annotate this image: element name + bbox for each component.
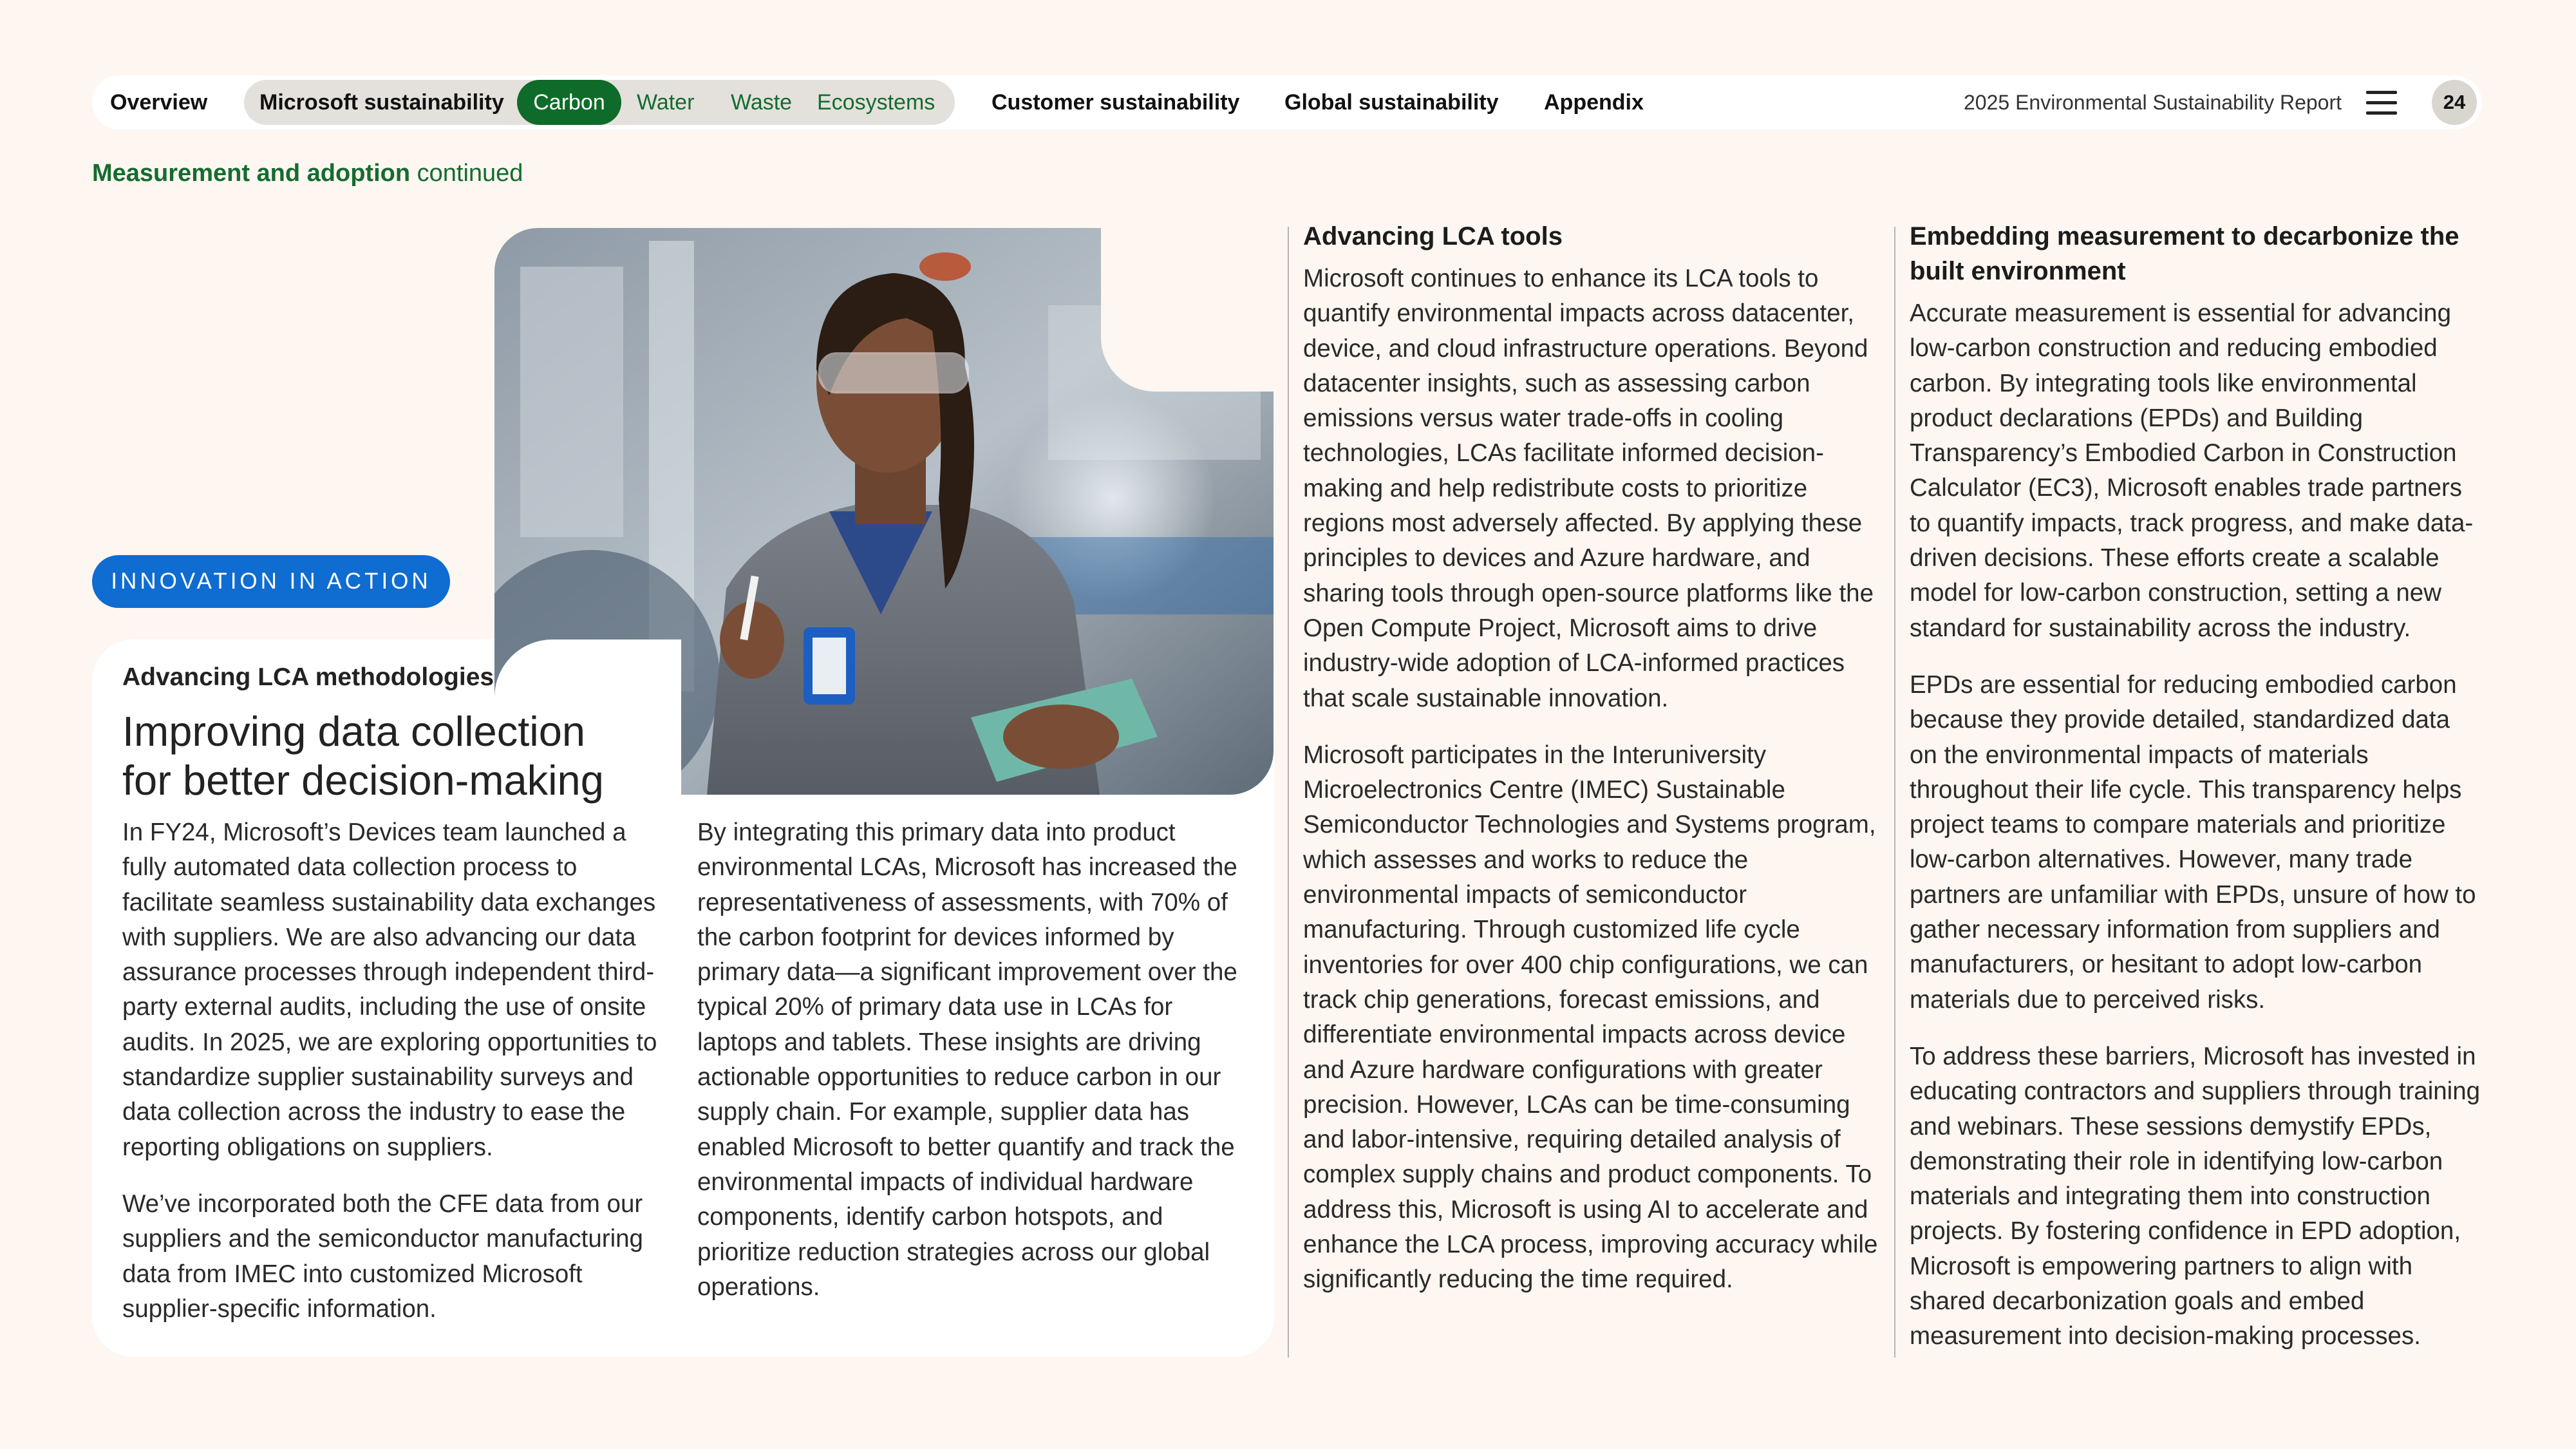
paragraph: Microsoft continues to enhance its LCA tools to quantify environmental impacts across datacenter, device, and cloud infrastructure operations. Beyond datacenter insights, such as assessing carbon emissions versus water trade-offs in cooling technologies, LCAs facilitate informed decision-making and help redistribute costs to prioritize regions most adversely affected. By applying these principles to devices and Azure hardware, and sharing tools through open-source platforms like the Open Compute Project, Microsoft aims to drive industry-wide adoption of LCA-informed practices that scale sustainable innovation. (1303, 265, 1874, 712)
nav-customer-sustainability[interactable]: Customer sustainability (992, 90, 1240, 115)
paragraph: Microsoft participates in the Interuniversity Microelectronics Centre (IMEC) Sustainable Semiconductor Technologies and Systems program, which assesses and works to reduce the environmental impacts of semiconductor manufacturing. Through customized life cycle inventories for over 400 chip configurations, we can track chip generations, forecast emissions, and differentiate environmental impacts across device and Azure hardware configurations with greater precision. However, LCAs can be time-consuming and labor-intensive, requiring detailed analysis of complex supply chains and product components. To address this, Microsoft is using AI to accelerate and enhance the LCA process, improving accuracy while significantly reducing the time required. (1303, 741, 1878, 1294)
hamburger-menu-icon[interactable] (2366, 90, 2397, 115)
card-kicker: Advancing LCA methodologies (122, 663, 494, 691)
nav-waste[interactable]: Waste (731, 90, 793, 115)
section-continued: continued (410, 160, 523, 187)
paragraph: Accurate measurement is essential for advancing low-carbon construction and reducing embodied carbon. By integrating tools like environmental product declarations (EPDs) and Building Transparency’s Embodied Carbon in Construction Calculator (EC3), Microsoft enables trade partners to quantify impacts, track progress, and make data-driven decisions. These efforts create a scalable model for low-carbon construction, setting a new standard for sustainability across the industry. (1910, 299, 2474, 642)
nav-carbon-active[interactable]: Carbon (517, 80, 621, 125)
nav-overview[interactable]: Overview (110, 90, 208, 115)
paragraph: In FY24, Microsoft’s Devices team launched a fully automated data collection process to facilitate seamless sustainability data exchanges with suppliers. We are also advancing our data assurance processes through independent third-party external audits, including the use of onsite audits. In 2025, we are exploring opportunities to standardize supplier sustainability surveys and data collection across the industry to ease the reporting obligations on suppliers. (122, 819, 657, 1161)
nav-ecosystems[interactable]: Ecosystems (817, 90, 935, 115)
page-number-badge: 24 (2432, 80, 2477, 125)
paragraph: By integrating this primary data into product environmental LCAs, Microsoft has increased the representativeness of assessments, with 70% of the carbon footprint for devices informed by primary data—a significant improvement over the typical 20% of primary data use in LCAs for laptops and tablets. These insights are driving actionable opportunities to reduce carbon in our supply chain. For example, supplier data has enabled Microsoft to better quantify and track the environmental impacts of individual hardware components, identify carbon hotspots, and prioritize reduction strategies across our global operations. (697, 819, 1237, 1301)
nav-group-microsoft-sustainability (244, 80, 955, 125)
lca-tools-heading: Advancing LCA tools (1303, 222, 1563, 251)
paragraph: We’ve incorporated both the CFE data from our suppliers and the semiconductor manufacturing data from IMEC into customized Microsoft supplier-specific information. (122, 1189, 643, 1323)
lca-tools-column (1303, 261, 1883, 1320)
paragraph: To address these barriers, Microsoft has invested in educating contractors and suppliers through training and webinars. These sessions demystify EPDs, demonstrating their role in identifying low-carbon materials and integrating them into construction projects. By fostering confidence in EPD adoption, Microsoft is empowering partners to align with shared decarbonization goals and embed measurement into decision-making processes. (1910, 1042, 2481, 1350)
top-navigation (92, 75, 2482, 129)
innovation-badge: INNOVATION IN ACTION (92, 555, 450, 608)
nav-microsoft-sustainability[interactable]: Microsoft sustainability (259, 90, 504, 115)
nav-global-sustainability[interactable]: Global sustainability (1284, 90, 1499, 115)
photo-corner-cutout (1101, 228, 1274, 392)
column-divider (1894, 227, 1895, 1358)
card-column-left (122, 815, 663, 1349)
section-title: Measurement and adoption (92, 160, 411, 187)
report-title: 2025 Environmental Sustainability Report (1964, 91, 2342, 114)
nav-appendix[interactable]: Appendix (1544, 90, 1644, 115)
paragraph: EPDs are essential for reducing embodied carbon because they provide detailed, standardized data on the environmental impacts of materials throughout their life cycle. This transparency helps project teams to compare materials and prioritize low-carbon alternatives. However, many trade partners are unfamiliar with EPDs, unsure of how to gather necessary information from suppliers and manufacturers, or hesitant to adopt low-carbon materials due to perceived risks. (1910, 670, 2476, 1014)
card-column-right (697, 815, 1245, 1327)
embedding-column (1910, 296, 2483, 1376)
embedding-heading: Embedding measurement to decarbonize the built environment (1910, 222, 2459, 285)
nav-water[interactable]: Water (637, 90, 695, 115)
section-header (92, 160, 523, 187)
card-title: Improving data collection for better decision-making (122, 708, 604, 804)
column-divider (1288, 227, 1289, 1358)
